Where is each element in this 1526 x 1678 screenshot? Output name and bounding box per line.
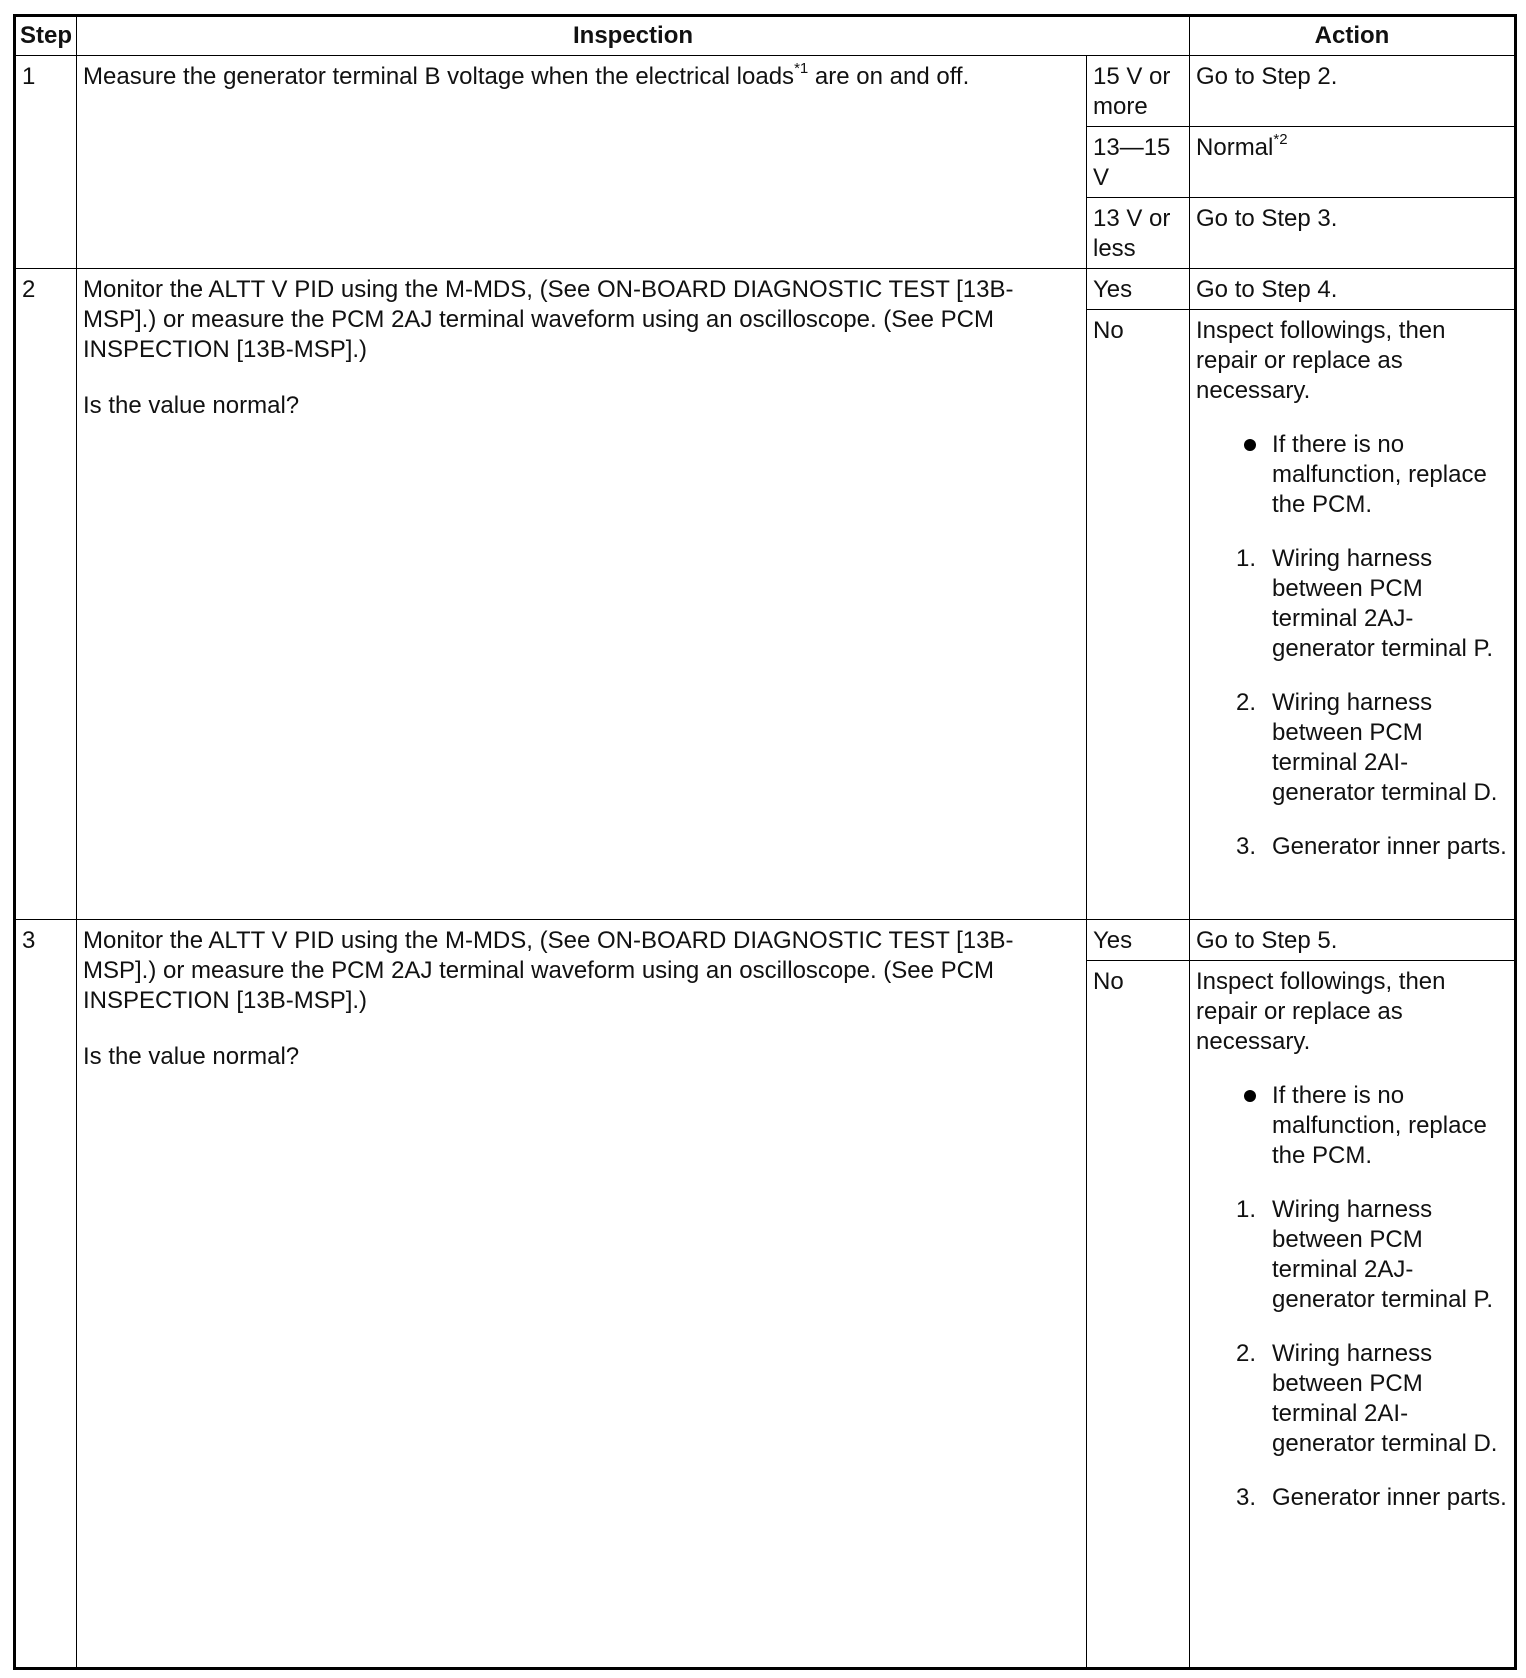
item-text: Wiring harness between PCM terminal 2AJ-generator terminal P. — [1272, 1196, 1494, 1313]
action-cell — [1190, 127, 1516, 198]
action-intro: Inspect followings, then repair or replace as necessary. — [1196, 317, 1446, 404]
table-row — [15, 269, 1516, 310]
result-cell: Yes — [1087, 920, 1190, 961]
action-cell: Go to Step 3. — [1190, 198, 1516, 269]
inspection-cell — [77, 920, 1087, 1669]
item-number: 3. — [1236, 833, 1257, 860]
footnote-marker: *1 — [794, 60, 809, 77]
numbered-list — [1196, 544, 1508, 862]
inspection-question: Is the value normal? — [83, 392, 300, 419]
list-item — [1236, 688, 1508, 808]
header-step: Step — [15, 16, 77, 56]
item-text: Wiring harness between PCM terminal 2AI-generator terminal D. — [1272, 689, 1498, 806]
bullet-text: If there is no malfunction, replace the PCM. — [1272, 431, 1487, 518]
action-cell: Go to Step 5. — [1190, 920, 1516, 961]
list-item — [1236, 430, 1508, 520]
result-cell: 13—15 V — [1087, 127, 1190, 198]
item-number: 2. — [1236, 1340, 1257, 1367]
bullet-icon — [1244, 439, 1256, 451]
inspection-text-tail: are on and off. — [808, 63, 970, 90]
header-action: Action — [1190, 16, 1516, 56]
table-row — [15, 920, 1516, 961]
list-item — [1236, 832, 1508, 862]
list-item — [1236, 544, 1508, 664]
action-cell: Go to Step 4. — [1190, 269, 1516, 310]
item-text: Wiring harness between PCM terminal 2AI-generator terminal D. — [1272, 1340, 1498, 1457]
inspection-cell — [77, 269, 1087, 920]
item-number: 1. — [1236, 545, 1257, 572]
header-inspection: Inspection — [77, 16, 1190, 56]
footnote-marker: *2 — [1273, 131, 1288, 148]
bullet-list — [1196, 430, 1508, 520]
diagnostic-procedure-table — [13, 14, 1517, 1670]
action-cell: Go to Step 2. — [1190, 56, 1516, 127]
item-number: 3. — [1236, 1484, 1257, 1511]
item-text: Generator inner parts. — [1272, 1484, 1507, 1511]
action-cell — [1190, 961, 1516, 1669]
action-text: Normal — [1196, 134, 1274, 161]
inspection-cell — [77, 56, 1087, 269]
action-cell — [1190, 310, 1516, 920]
table-row — [15, 56, 1516, 127]
bullet-text: If there is no malfunction, replace the PCM. — [1272, 1082, 1487, 1169]
bullet-icon — [1244, 1090, 1256, 1102]
item-number: 1. — [1236, 1196, 1257, 1223]
inspection-text: Measure the generator terminal B voltage when the electrical loads — [83, 63, 795, 90]
header-row — [15, 16, 1516, 56]
inspection-text: Monitor the ALTT V PID using the M-MDS, (See ON-BOARD DIAGNOSTIC TEST [13B-MSP].) or measure the PCM 2AJ terminal waveform using an oscilloscope. (See PCM INSPECTION [13B-MSP].) — [83, 276, 1014, 363]
item-number: 2. — [1236, 689, 1257, 716]
result-cell: 13 V or less — [1087, 198, 1190, 269]
result-cell: 15 V or more — [1087, 56, 1190, 127]
result-cell: No — [1087, 961, 1190, 1669]
list-item — [1236, 1195, 1508, 1315]
step-number: 1 — [15, 56, 77, 269]
item-text: Wiring harness between PCM terminal 2AJ-generator terminal P. — [1272, 545, 1494, 662]
list-item — [1236, 1483, 1508, 1513]
bullet-list — [1196, 1081, 1508, 1171]
item-text: Generator inner parts. — [1272, 833, 1507, 860]
step-number: 3 — [15, 920, 77, 1669]
list-item — [1236, 1081, 1508, 1171]
list-item — [1236, 1339, 1508, 1459]
action-intro: Inspect followings, then repair or replace as necessary. — [1196, 968, 1446, 1055]
step-number: 2 — [15, 269, 77, 920]
inspection-question: Is the value normal? — [83, 1043, 300, 1070]
result-cell: Yes — [1087, 269, 1190, 310]
inspection-text: Monitor the ALTT V PID using the M-MDS, (See ON-BOARD DIAGNOSTIC TEST [13B-MSP].) or measure the PCM 2AJ terminal waveform using an oscilloscope. (See PCM INSPECTION [13B-MSP].) — [83, 927, 1014, 1014]
result-cell: No — [1087, 310, 1190, 920]
numbered-list — [1196, 1195, 1508, 1513]
